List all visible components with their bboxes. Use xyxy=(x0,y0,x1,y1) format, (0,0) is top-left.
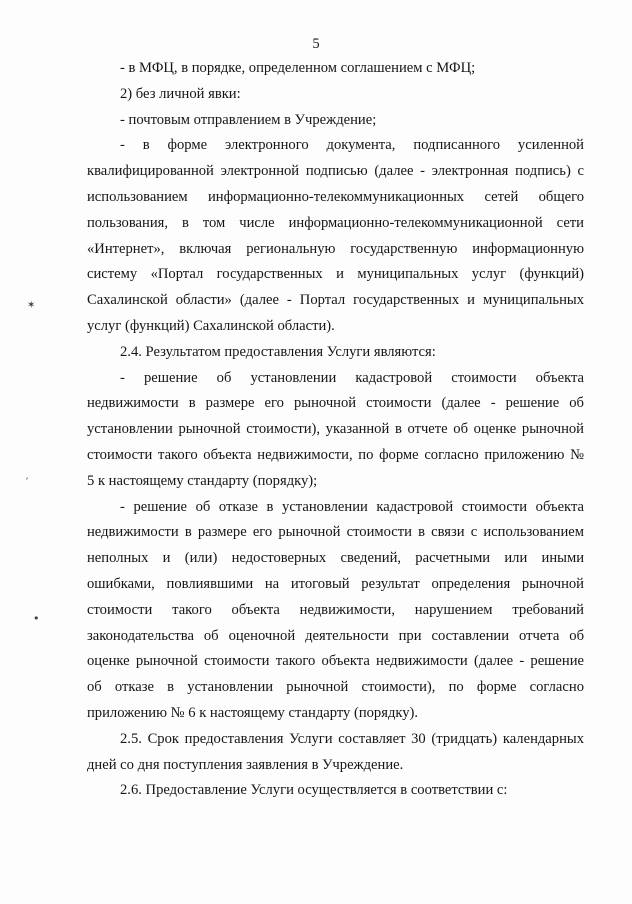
text-line: - решение об отказе в установлении кадастровой стоимости объекта xyxy=(120,498,584,515)
text-line: 2) без личной явки: xyxy=(120,85,241,102)
text-line: услуг (функций) Сахалинской области). xyxy=(87,317,335,334)
text-line: приложению № 6 к настоящему стандарту (порядку). xyxy=(87,704,419,721)
page-number: 5 xyxy=(312,36,320,52)
text-line: недвижимости в размере его рыночной стоимости в связи с использованием xyxy=(87,524,584,541)
text-line: ошибками, повлиявшими на итоговый результат определения рыночной xyxy=(87,575,584,592)
text-line: законодательства об оценочной деятельности при составлении отчета об xyxy=(87,627,584,644)
text-line: 2.5. Срок предоставления Услуги составляет 30 (тридцать) календарных xyxy=(120,730,584,747)
scan-artifact-mark: ✶ xyxy=(27,300,36,311)
scan-artifact-mark: • xyxy=(33,612,40,625)
text-line: - почтовым отправлением в Учреждение; xyxy=(120,111,377,128)
text-line: квалифицированной электронной подписью (далее - электронная подпись) с xyxy=(87,163,584,180)
text-line: - в форме электронного документа, подписанного усиленной xyxy=(120,137,584,154)
text-line: стоимости такого объекта недвижимости, нарушением требований xyxy=(87,601,584,618)
text-line: недвижимости в размере его рыночной стоимости (далее - решение об xyxy=(87,395,584,412)
text-line: Сахалинской области» (далее - Портал государственных и муниципальных xyxy=(87,292,584,309)
text-line: пользования, в том числе информационно-телекоммуникационной сети xyxy=(87,214,584,231)
text-line: - в МФЦ, в порядке, определенном соглашением с МФЦ; xyxy=(120,60,476,76)
text-line: установлении рыночной стоимости), указанной в отчете об оценке рыночной xyxy=(87,421,584,438)
text-line: неполных и (или) недостоверных сведений, расчетными или иными xyxy=(87,550,584,567)
text-line: - решение об установлении кадастровой стоимости объекта xyxy=(120,369,584,386)
text-line: дней со дня поступления заявления в Учреждение. xyxy=(87,756,404,773)
text-line: оценке рыночной стоимости такого объекта недвижимости (далее - решение xyxy=(87,653,584,670)
text-line: 2.4. Результатом предоставления Услуги являются: xyxy=(120,343,436,360)
text-line: об отказе в установлении рыночной стоимости), по форме согласно xyxy=(87,679,584,696)
text-line: стоимости такого объекта недвижимости, по форме согласно приложению № xyxy=(87,446,584,463)
text-line: систему «Портал государственных и муниципальных услуг (функций) xyxy=(87,266,584,283)
document-body xyxy=(87,56,584,804)
text-line: 5 к настоящему стандарту (порядку); xyxy=(87,472,318,489)
text-line: «Интернет», включая региональную государственную информационную xyxy=(87,240,584,257)
text-line: использованием информационно-телекоммуникационных сетей общего xyxy=(87,188,584,205)
scan-artifact-mark: ⸴ xyxy=(26,473,29,483)
text-line: 2.6. Предоставление Услуги осуществляется в соответствии с: xyxy=(120,782,508,799)
